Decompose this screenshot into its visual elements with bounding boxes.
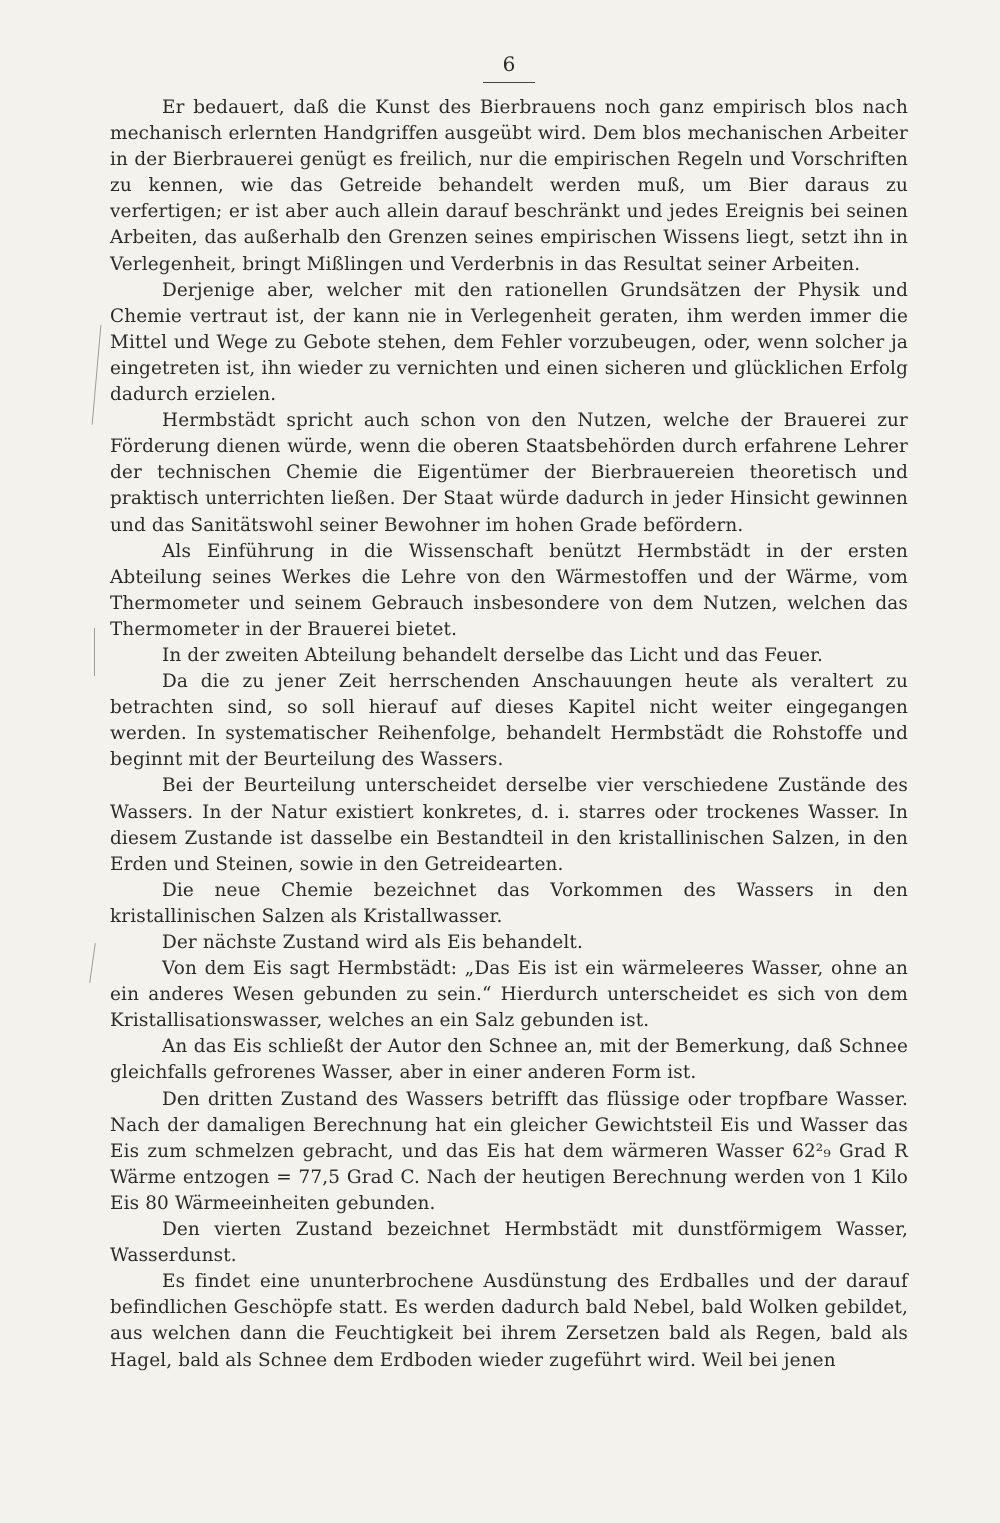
page-number: 6: [502, 52, 516, 76]
body-text: [110, 95, 908, 1374]
paragraph: Von dem Eis sagt Hermbstädt: „Das Eis ist ein wärmeleeres Wasser, ohne an ein anderes Wesen gebunden zu sein.“ Hierdurch unterscheidet es sich von dem Kristallisationswasser, welches an ein Salz gebunden ist.: [110, 958, 908, 1032]
paragraph: Hermbstädt spricht auch schon von den Nutzen, welche der Brauerei zur Förderung dienen würde, wenn die oberen Staatsbehörden durch erfahrene Lehrer der technischen Chemie die Eigentümer der Bierbrauereien theoretisch und praktisch unterrichten ließen. Der Staat würde dadurch in jeder Hinsicht gewinnen und das Sanitätswohl seiner Bewohner im hohen Grade befördern.: [110, 410, 908, 536]
paragraph: Derjenige aber, welcher mit den rationellen Grundsätzen der Physik und Chemie vertraut ist, der kann nie in Verlegenheit geraten, ihm werden immer die Mittel und Wege zu Gebote stehen, dem Fehler vorzubeugen, oder, wenn solcher ja eingetreten ist, ihn wieder zu vernichten und einen sicheren und glücklichen Erfolg dadurch erzielen.: [110, 279, 908, 406]
paragraph: Der nächste Zustand wird als Eis behandelt.: [162, 932, 583, 953]
margin-pencil-mark: [94, 628, 95, 676]
paragraph: In der zweiten Abteilung behandelt derselbe das Licht und das Feuer.: [162, 644, 824, 666]
margin-pencil-mark: [92, 325, 102, 425]
page-number-rule: [483, 82, 535, 83]
paragraph: An das Eis schließt der Autor den Schnee an, mit der Bemerkung, daß Schnee gleichfalls gefrorenes Wasser, aber in einer anderen Form ist.: [110, 1036, 908, 1084]
margin-pencil-mark: [89, 943, 96, 983]
paragraph: Er bedauert, daß die Kunst des Bierbrauens noch ganz empirisch blos nach mechanisch erlernten Handgriffen ausgeübt wird. Dem blos mechanischen Arbeiter in der Bierbrauerei genügt es freilich, nur die empirischen Regeln und Vorschriften zu kennen, wie das Getreide behandelt werden muß, um Bier daraus zu verfertigen; er ist aber auch allein darauf beschränkt und jedes Ereignis bei seinen Arbeiten, das außerhalb den Grenzen seines empirischen Wissens liegt, setzt ihn in Verlegenheit, bringt Mißlingen und Verderbnis in das Resultat seiner Arbeiten.: [110, 97, 908, 275]
paragraph: Den dritten Zustand des Wassers betrifft das flüssige oder tropfbare Wasser. Nach der damaligen Berechnung hat ein gleicher Gewichtsteil Eis und Wasser das Eis zum schmelzen gebracht, und das Eis hat dem wärmeren Wasser 62²₉ Grad R Wärme entzogen = 77,5 Grad C. Nach der heutigen Berechnung werden von 1 Kilo Eis 80 Wärmeeinheiten gebunden.: [110, 1088, 908, 1214]
paragraph: Als Einführung in die Wissenschaft benützt Hermbstädt in der ersten Abteilung seines Werkes die Lehre von den Wärmestoffen und der Wärme, vom Thermometer und seinem Gebrauch insbesondere von dem Nutzen, welchen das Thermometer in der Brauerei bietet.: [110, 540, 908, 640]
paragraph: Den vierten Zustand bezeichnet Hermbstädt mit dunstförmigem Wasser, Wasserdunst.: [110, 1219, 908, 1267]
paragraph: Die neue Chemie bezeichnet das Vorkommen des Wassers in den kristallinischen Salzen als Kristallwasser.: [110, 879, 908, 927]
paragraph: Da die zu jener Zeit herrschenden Anschauungen heute als veraltert zu betrachten sind, so soll hierauf auf dieses Kapitel nicht weiter eingegangen werden. In systematischer Reihenfolge, behandelt Hermbstädt die Rohstoffe und beginnt mit der Beurteilung des Wassers.: [110, 671, 908, 771]
paragraph: Bei der Beurteilung unterscheidet derselbe vier verschiedene Zustände des Wassers. In der Natur existiert konkretes, d. i. starres oder trockenes Wasser. In diesem Zustande ist dasselbe ein Bestandteil in den kristallinischen Salzen, in den Erden und Steinen, sowie in den Getreidearten.: [110, 775, 908, 875]
paragraph: Es findet eine ununterbrochene Ausdünstung des Erdballes und der darauf befindlichen Geschöpfe statt. Es werden dadurch bald Nebel, bald Wolken gebildet, aus welchen dann die Feuchtigkeit bei ihrem Zersetzen bald als Regen, bald als Hagel, bald als Schnee dem Erdboden wieder zugeführt wird. Weil bei jenen: [110, 1271, 908, 1371]
